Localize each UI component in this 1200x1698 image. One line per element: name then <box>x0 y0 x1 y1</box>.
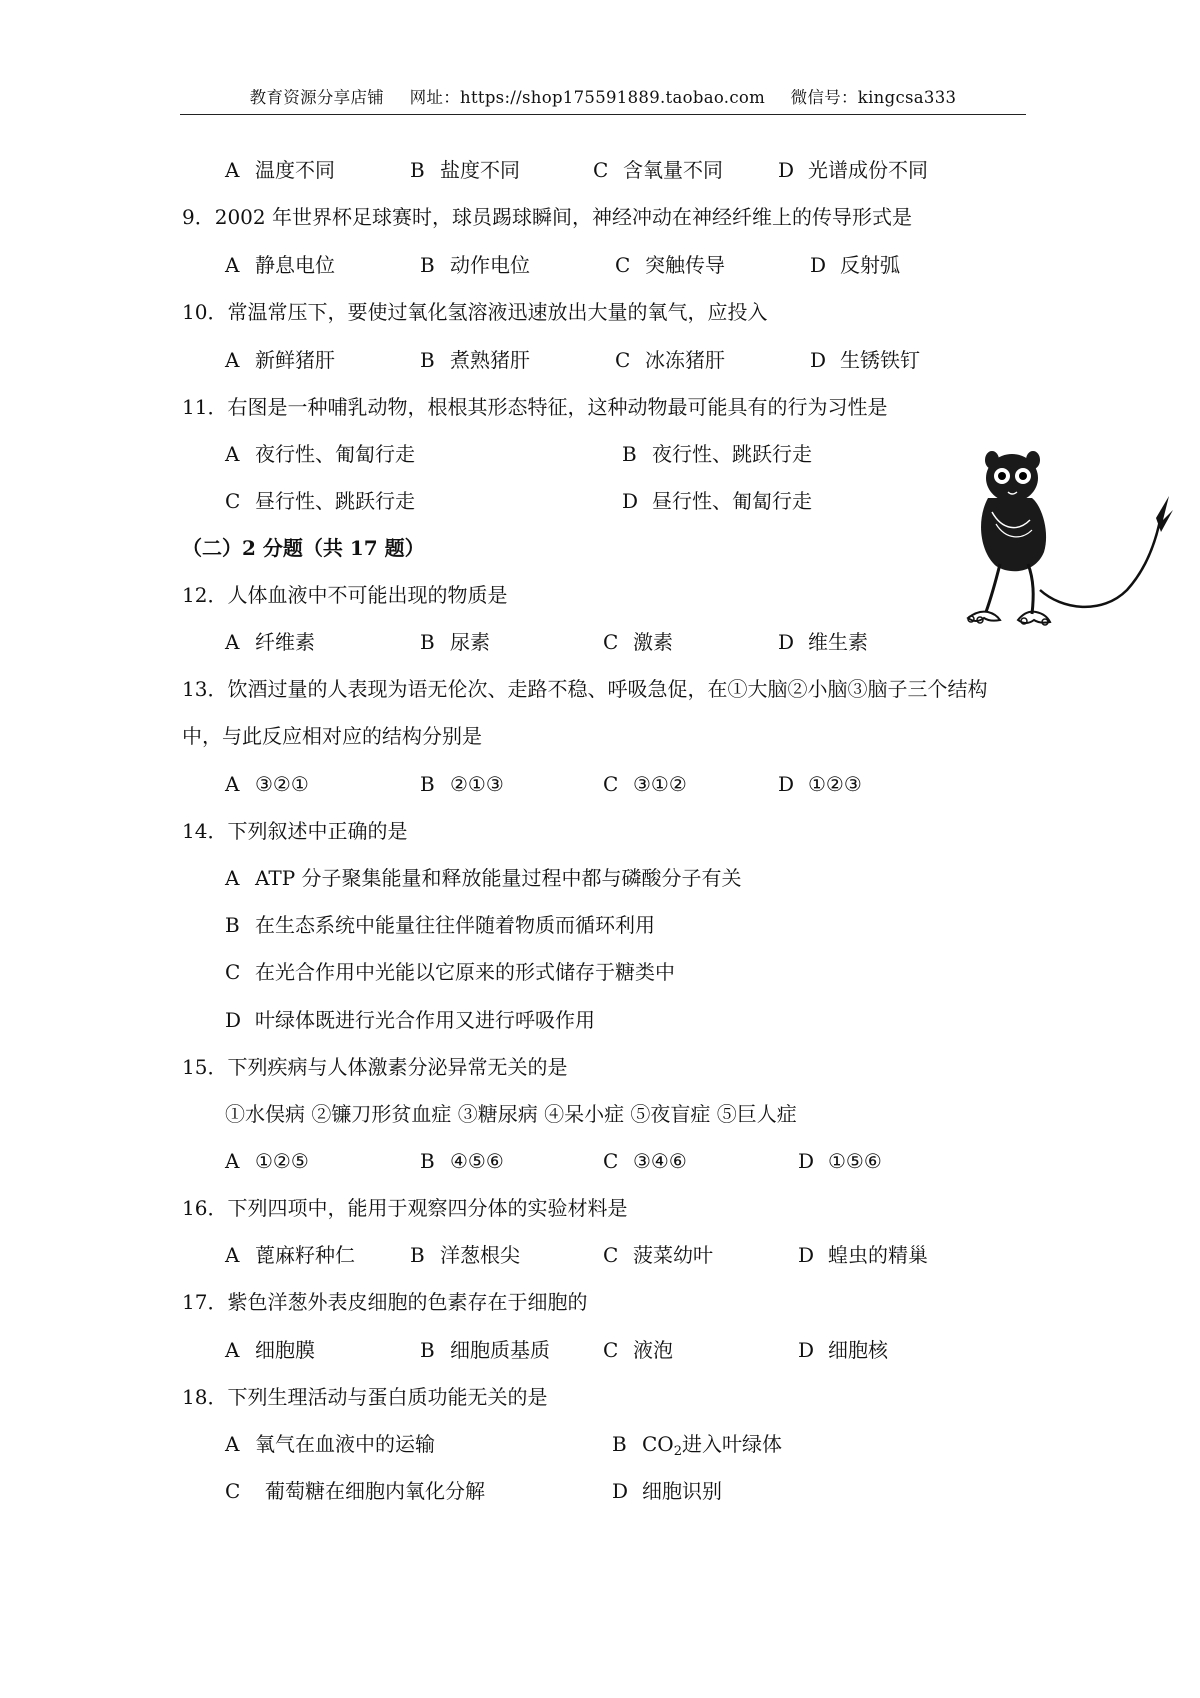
q8-option-a: A 温度不同 <box>225 158 335 182</box>
q15-stem: 15．下列疾病与人体激素分泌异常无关的是 <box>182 1055 568 1079</box>
q11-option-d: D 昼行性、匍匐行走 <box>622 489 812 513</box>
q16-stem: 16．下列四项中，能用于观察四分体的实验材料是 <box>182 1196 628 1220</box>
q17-option-c: C 液泡 <box>603 1338 673 1362</box>
q17-option-a: A 细胞膜 <box>225 1338 315 1362</box>
q8-option-c: C 含氧量不同 <box>593 158 723 182</box>
q9-stem: 9．2002 年世界杯足球赛时，球员踢球瞬间，神经冲动在神经纤维上的传导形式是 <box>182 205 912 229</box>
q18-option-a: A 氧气在血液中的运输 <box>225 1432 435 1456</box>
q16-option-b: B 洋葱根尖 <box>410 1243 520 1267</box>
q9-option-b: B 动作电位 <box>420 253 530 277</box>
q16-option-a: A 蓖麻籽种仁 <box>225 1243 355 1267</box>
q10-option-c: C 冰冻猪肝 <box>615 348 725 372</box>
q12-option-d: D 维生素 <box>778 630 868 654</box>
q11-stem: 11．右图是一种哺乳动物，根根其形态特征，这种动物最可能具有的行为习性是 <box>182 395 888 419</box>
q10-option-a: A 新鲜猪肝 <box>225 348 335 372</box>
q16-option-d: D 蝗虫的精巢 <box>798 1243 928 1267</box>
q12-option-a: A 纤维素 <box>225 630 315 654</box>
q13-option-c: C ③①② <box>603 772 687 796</box>
q12-option-c: C 激素 <box>603 630 673 654</box>
header-wechat: 微信号：kingcsa333 <box>790 88 957 107</box>
q15-option-d: D ①⑤⑥ <box>798 1149 882 1173</box>
q10-option-b: B 煮熟猪肝 <box>420 348 530 372</box>
q13-stem: 13．饮酒过量的人表现为语无伦次、走路不稳、呼吸急促，在①大脑②小脑③脑子三个结构 <box>182 677 988 701</box>
q13-option-b: B ②①③ <box>420 772 504 796</box>
right-leg <box>1028 564 1033 614</box>
q17-option-d: D 细胞核 <box>798 1338 888 1362</box>
q15-option-b: B ④⑤⑥ <box>420 1149 504 1173</box>
q15-items: ①水俣病 ②镰刀形贫血症 ③糖尿病 ④呆小症 ⑤夜盲症 ⑤巨人症 <box>225 1102 797 1126</box>
q11-option-b: B 夜行性、跳跃行走 <box>622 442 812 466</box>
q18-option-c: C 葡萄糖在细胞内氧化分解 <box>225 1479 485 1503</box>
q14-option-c: C 在光合作用中光能以它原来的形式储存于糖类中 <box>225 960 675 984</box>
q8-option-d: D 光谱成份不同 <box>778 158 928 182</box>
q8-option-b: B 盐度不同 <box>410 158 520 182</box>
q9-option-d: D 反射弧 <box>810 253 900 277</box>
left-leg <box>986 564 1000 612</box>
q16-option-c: C 菠菜幼叶 <box>603 1243 713 1267</box>
section-title: （二）2 分题（共 17 题） <box>182 536 425 560</box>
q14-option-d: D 叶绿体既进行光合作用又进行呼吸作用 <box>225 1008 595 1032</box>
tail <box>1040 510 1162 607</box>
q11-option-a: A 夜行性、匍匐行走 <box>225 442 415 466</box>
q17-option-b: B 细胞质基质 <box>420 1338 550 1362</box>
q12-stem: 12．人体血液中不可能出现的物质是 <box>182 583 508 607</box>
q10-stem: 10．常温常压下，要使过氧化氢溶液迅速放出大量的氧气，应投入 <box>182 300 768 324</box>
q13-option-a: A ③②① <box>225 772 309 796</box>
header-url: 网址：https://shop175591889.taobao.com <box>409 88 766 107</box>
q18-stem: 18．下列生理活动与蛋白质功能无关的是 <box>182 1385 548 1409</box>
body <box>981 498 1046 571</box>
q14-option-b: B 在生态系统中能量往往伴随着物质而循环利用 <box>225 913 655 937</box>
q15-option-a: A ①②⑤ <box>225 1149 309 1173</box>
q13-stem-continued: 中，与此反应相对应的结构分别是 <box>182 724 482 748</box>
page-header <box>180 84 1026 115</box>
q10-option-d: D 生锈铁钉 <box>810 348 920 372</box>
q17-stem: 17．紫色洋葱外表皮细胞的色素存在于细胞的 <box>182 1290 588 1314</box>
q14-stem: 14．下列叙述中正确的是 <box>182 819 408 843</box>
q18-option-d: D 细胞识别 <box>612 1479 722 1503</box>
q11-option-c: C 昼行性、跳跃行走 <box>225 489 415 513</box>
q9-option-a: A 静息电位 <box>225 253 335 277</box>
q15-option-c: C ③④⑥ <box>603 1149 687 1173</box>
q13-option-d: D ①②③ <box>778 772 862 796</box>
tarsier-illustration-icon <box>962 440 1174 628</box>
q14-option-a: A ATP 分子聚集能量和释放能量过程中都与磷酸分子有关 <box>225 866 742 890</box>
q12-option-b: B 尿素 <box>420 630 490 654</box>
q18-option-b: B $CO_2$进入叶绿体 <box>612 1432 782 1459</box>
q9-option-c: C 突触传导 <box>615 253 725 277</box>
header-shop: 教育资源分享店铺 <box>249 88 385 107</box>
